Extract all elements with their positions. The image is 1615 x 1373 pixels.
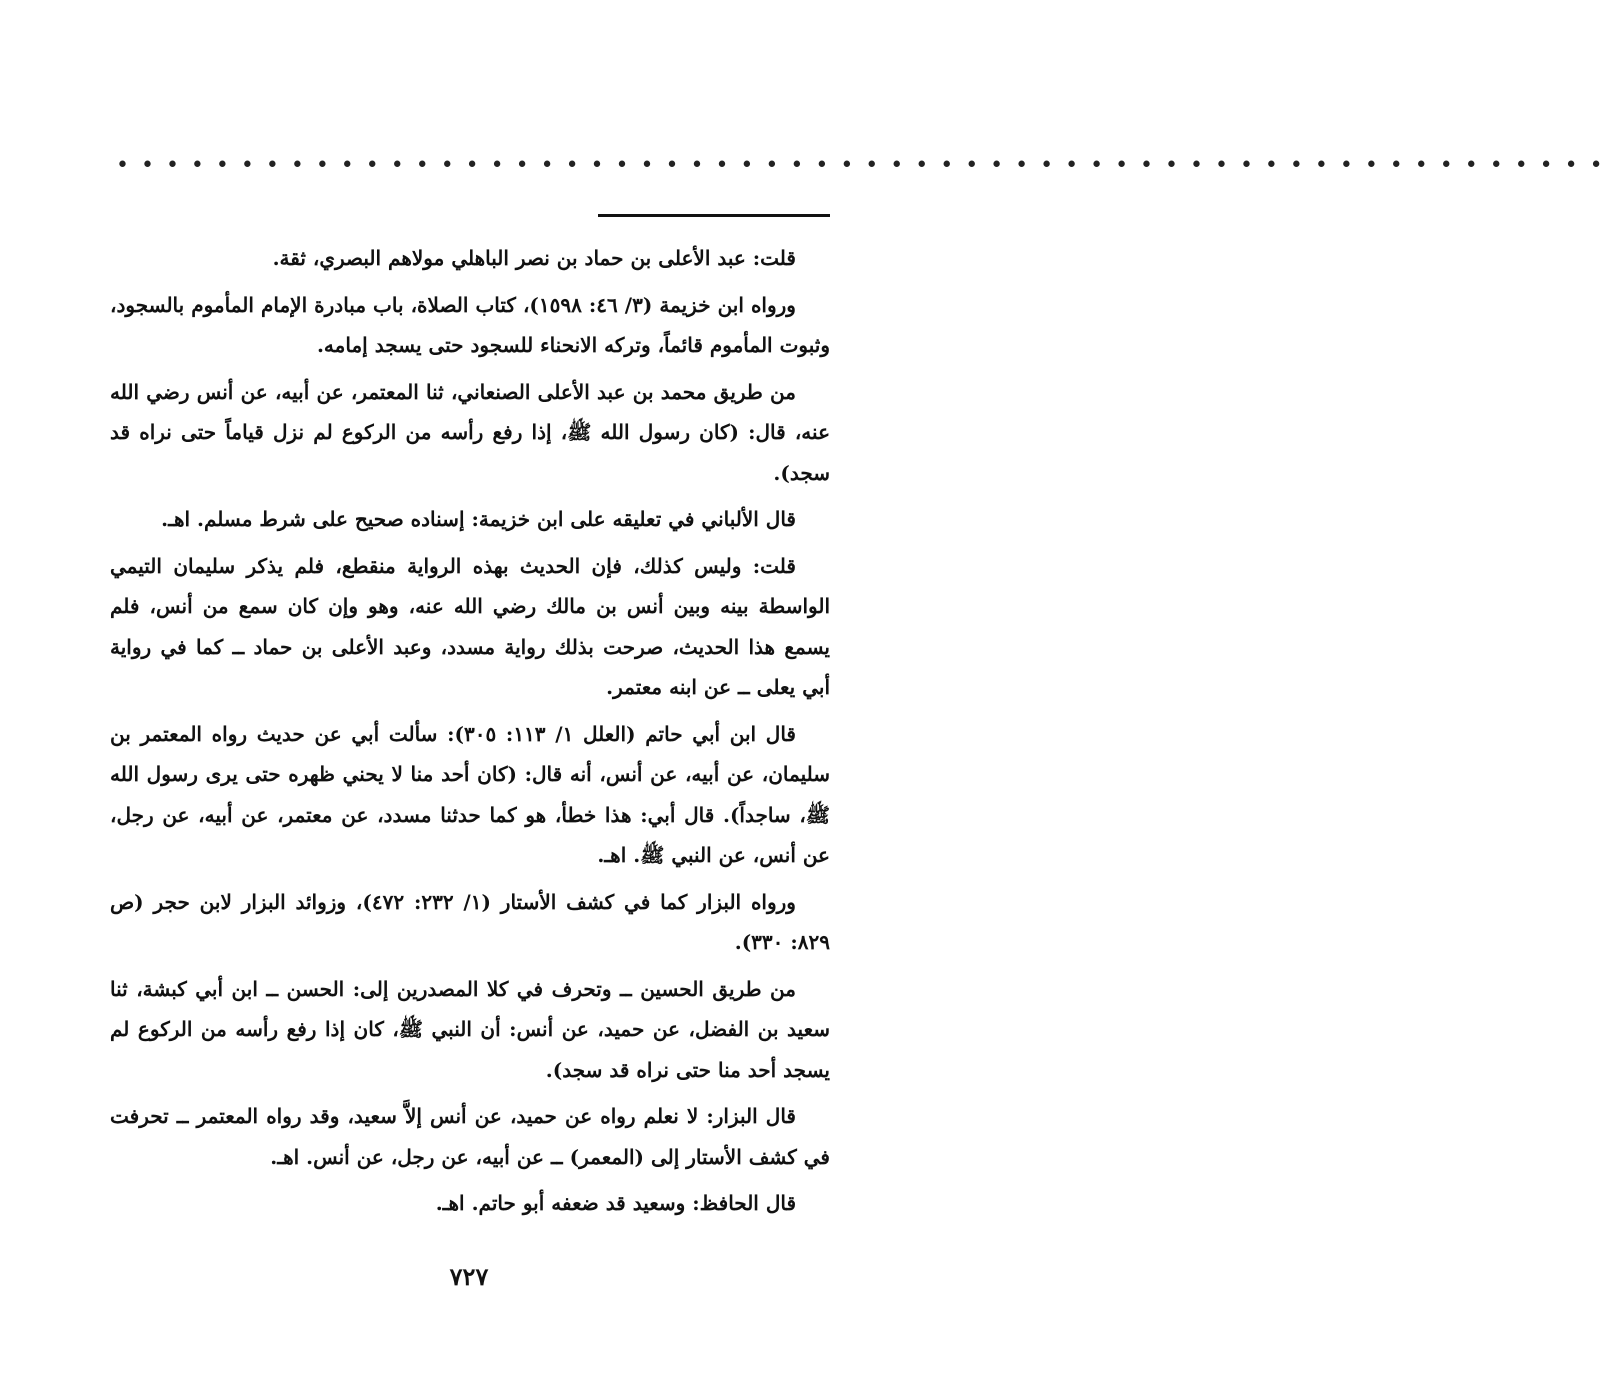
paragraph: قال الحافظ: وسعيد قد ضعفه أبو حاتم. اهـ. <box>435 1191 796 1215</box>
footnote-rule <box>598 214 830 217</box>
separator-dots: •••••••••••••••••••••••••••••••••••••••••••••••••••••••••••• <box>116 153 1615 178</box>
paragraph: قال ابن أبي حاتم (العلل ١/ ١١٣: ٣٠٥): سألت أبي عن حديث رواه المعتمر بن سليمان، عن أبيه، عن أنس، أنه قال: (كان أحد منا لا يحني ظهره حتى يرى رسول الله ﷺ، ساجداً). قال أبي: هذا خطأ، هو كما حدثنا مسدد، عن معتمر، عن أبيه، عن رجل، عن أنس، عن النبي ﷺ. اهـ. <box>110 721 830 867</box>
paragraph: من طريق محمد بن عبد الأعلى الصنعاني، ثنا المعتمر، عن أبيه، عن أنس رضي الله عنه، قال: (كان رسول الله ﷺ، إذا رفع رأسه من الركوع لم نزل قياماً حتى نراه قد سجد). <box>110 379 830 485</box>
paragraph: قلت: وليس كذلك، فإن الحديث بهذه الرواية منقطع، فلم يذكر سليمان التيمي الواسطة بينه وبين أنس بن مالك رضي الله عنه، وهو وإن كان سمع من أنس، فلم يسمع هذا الحديث، صرحت بذلك رواية مسدد، وعبد الأعلى بن حماد ــ كما في رواية أبي يعلى ــ عن ابنه معتمر. <box>110 553 830 699</box>
paragraph: ورواه ابن خزيمة (٣/ ٤٦: ١٥٩٨)، كتاب الصلاة، باب مبادرة الإمام المأموم بالسجود، وثبوت المأموم قائماً، وتركه الانحناء للسجود حتى يسجد إمامه. <box>110 292 830 357</box>
page-number: ٧٢٧ <box>449 1262 489 1291</box>
paragraph: قال الألباني في تعليقه على ابن خزيمة: إسناده صحيح على شرط مسلم. اهـ. <box>161 507 796 531</box>
paragraph: قال البزار: لا نعلم رواه عن حميد، عن أنس إلاَّ سعيد، وقد رواه المعتمر ــ تحرفت في كشف الأستار إلى (المعمر) ــ عن أبيه، عن رجل، عن أنس. اهـ. <box>110 1104 830 1169</box>
paragraph: ورواه البزار كما في كشف الأستار (١/ ٢٣٢: ٤٧٢)، وزوائد البزار لابن حجر (ص ٨٢٩: ٣٣٠). <box>110 889 830 954</box>
paragraph: قلت: عبد الأعلى بن حماد بن نصر الباهلي مولاهم البصري، ثقة. <box>272 246 796 270</box>
footnote-text <box>110 238 830 1230</box>
paragraph: من طريق الحسين ــ وتحرف في كلا المصدرين إلى: الحسن ــ ابن أبي كبشة، ثنا سعيد بن الفضل، عن حميد، عن أنس: أن النبي ﷺ، كان إذا رفع رأسه من الركوع لم يسجد أحد منا حتى نراه قد سجد). <box>110 976 830 1082</box>
